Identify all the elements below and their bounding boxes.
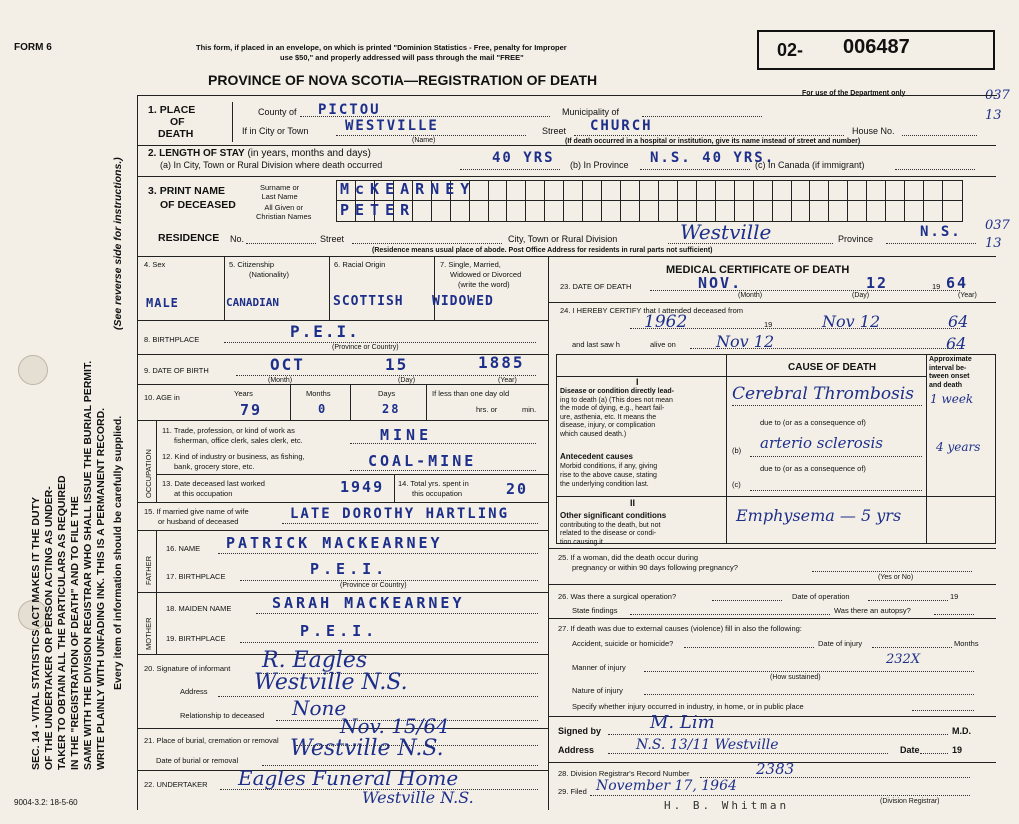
antecedent-label: Antecedent causes Morbid conditions, if any, giving rise to the above cause, stating the underlying condition last. (560, 452, 658, 488)
form-code: 9004-3.2: 18-5-60 (14, 798, 78, 807)
occupation-industry: COAL-MINE (368, 452, 477, 470)
dept-use-label: For use of the Department only (802, 90, 906, 97)
name-label: 3. PRINT NAME OF DECEASED (148, 185, 236, 211)
physician-signature: M. Lim (650, 712, 715, 733)
dob-month: OCT (270, 355, 305, 374)
father-birthplace: P.E.I. (310, 560, 389, 578)
given-name-boxes (336, 201, 963, 222)
stay-local: 40 YRS (492, 150, 555, 166)
age-years: 79 (240, 401, 263, 419)
given-name: PETER (340, 201, 416, 219)
undertaker-name: Eagles Funeral Home (238, 766, 459, 790)
physician-address: N.S. 13/11 Westville (636, 737, 779, 753)
father-name: PATRICK MACKEARNEY (226, 534, 443, 552)
mother-birthplace: P.E.I. (300, 622, 379, 640)
death-day: 12 (866, 274, 889, 292)
attended-to: Nov 12 (822, 312, 881, 331)
years-in-occupation: 20 (506, 480, 529, 498)
filed-date: November 17, 1964 (596, 778, 737, 794)
side-supply-note: Every item of information should be carefully supplied. (112, 415, 124, 690)
registration-number-box (757, 30, 995, 70)
cause-a-interval: 1 week (930, 392, 974, 406)
mother-side-label: MOTHER (144, 617, 153, 650)
age-days: 28 (382, 402, 401, 416)
residence-province: N.S. (920, 224, 962, 240)
burial-place: Westville N.S. (290, 736, 444, 761)
page-title: PROVINCE OF NOVA SCOTIA—REGISTRATION OF DEATH (208, 72, 598, 88)
reg-prefix: 02- (777, 40, 804, 60)
dob-day: 15 (385, 355, 409, 374)
age-months: 0 (318, 402, 328, 416)
medical-title: MEDICAL CERTIFICATE OF DEATH (666, 264, 850, 276)
death-city: WESTVILLE (345, 118, 439, 134)
residence-label: RESIDENCE (158, 232, 220, 244)
manner-code: 232X (886, 652, 921, 667)
attended-from: 1962 (644, 312, 688, 332)
cause-b-interval: 4 years (936, 440, 981, 454)
sex: MALE (146, 296, 179, 310)
informant-signature: R. Eagles (262, 648, 368, 673)
side-reverse-note: (See reverse side for instructions.) (112, 157, 124, 330)
burial-date: Nov. 15/64 (340, 714, 449, 738)
informant-relationship: None (292, 696, 347, 720)
undertaker-address: Westville N.S. (362, 788, 474, 807)
place-of-death-label: 1. PLACE OF DEATH (148, 104, 196, 140)
death-year: 64 (946, 274, 969, 292)
alive-on: Nov 12 (716, 332, 775, 351)
dept-code: 037 (985, 218, 1010, 233)
surname: McKEARNEY (340, 180, 476, 198)
last-worked: 1949 (340, 478, 385, 496)
attended-to-year: 64 (948, 312, 969, 331)
reg-number: 006487 (843, 36, 910, 58)
stay-province: N.S. 40 YRS. (650, 150, 776, 166)
mail-notice: This form, if placed in an envelope, on which is printed "Dominion Statistics - Free, penalty for Improper (196, 43, 567, 52)
disease-label: Disease or condition directly lead- ing to death (a) (This does not mean the mode of dying, e.g., heart fail- ure, asthenia, etc. It means the disease, injury, or complication which caused death.) (560, 388, 674, 438)
form-label: FORM 6 (14, 42, 52, 53)
occupation-side-label: OCCUPATION (144, 449, 153, 498)
citizenship: CANADIAN (226, 296, 279, 309)
death-county: PICTOU (318, 102, 381, 118)
marital-status: WIDOWED (432, 294, 494, 309)
residence-city: Westville (680, 220, 772, 244)
birthplace: P.E.I. (290, 322, 360, 341)
other-conditions: Emphysema — 5 yrs (736, 506, 902, 525)
occupation-trade: MINE (380, 426, 433, 444)
alive-on-year: 64 (946, 334, 967, 353)
father-side-label: FATHER (144, 555, 153, 585)
spouse-name: LATE DOROTHY HARTLING (290, 506, 510, 522)
dob-year: 1885 (478, 353, 525, 372)
cause-a: Cerebral Thrombosis (732, 384, 915, 404)
length-of-stay-label: 2. LENGTH OF STAY (in years, months and days) (148, 148, 371, 159)
dept-code: 13 (985, 108, 1002, 123)
registrar-stamp: H. B. Whitman (664, 799, 790, 812)
racial-origin: SCOTTISH (333, 294, 404, 309)
death-month: NOV. (698, 274, 743, 292)
side-instructions: SEC. 14 - VITAL STATISTICS ACT MAKES IT THE DUTY OF THE UNDERTAKER OR PERSON ACTING AS UNDER- TAKER TO OBTAIN ALL THE PARTICULARS AS REQUIRED IN THE "REGISTRATION OF DEATH" AND TO FILE THE SAME WITH THE DIVISION REGISTRAR WHO SHALL ISSUE THE BURIAL PERMIT. WRITE PLAINLY WITH UNFADING INK. THIS IS A PERMANENT RECORD. (30, 360, 107, 770)
record-number: 2383 (756, 760, 795, 778)
dept-code: 13 (985, 236, 1002, 251)
other-conditions-label: Other significant conditions contributing to the death, but not related to the disease or condi- tion causing it. (560, 511, 667, 546)
mail-notice-2: use $50," and properly addressed will pass through the mail "FREE" (280, 53, 524, 62)
cause-b: arterio sclerosis (760, 434, 883, 452)
informant-address: Westville N.S. (254, 670, 408, 695)
mother-name: SARAH MACKEARNEY (272, 594, 465, 612)
dept-code: 037 (985, 88, 1010, 103)
death-street: CHURCH (590, 118, 653, 134)
